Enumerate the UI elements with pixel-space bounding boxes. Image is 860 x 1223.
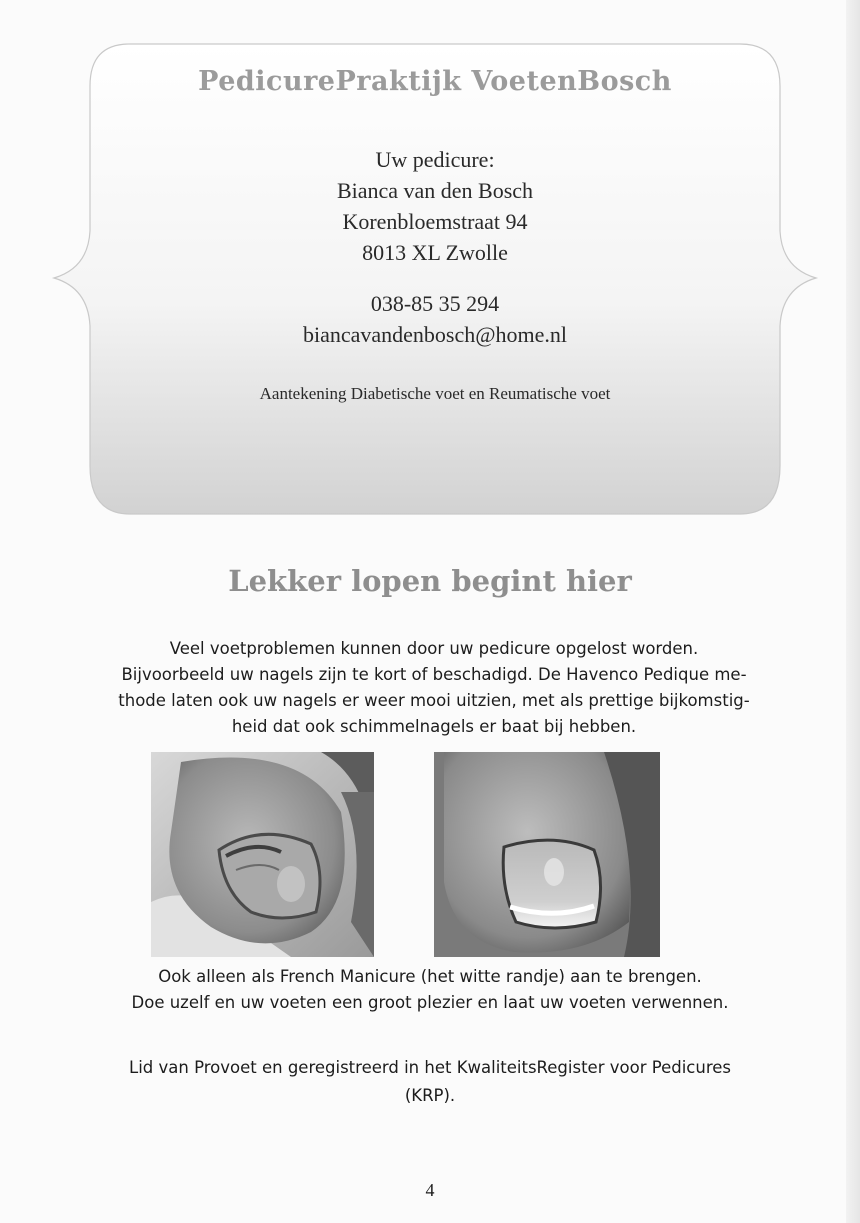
intro-line: thode laten ook uw nagels er weer mooi uitzien, met als prettige bijkomstig- xyxy=(118,691,750,710)
page-edge xyxy=(846,0,860,1223)
page-number: 4 xyxy=(425,1180,435,1200)
business-name: PedicurePraktijk VoetenBosch xyxy=(198,66,672,97)
intro-paragraph xyxy=(60,636,808,740)
closing-line: Doe uzelf en uw voeten een groot plezier en laat uw voeten verwennen. xyxy=(131,993,729,1012)
closing-paragraph xyxy=(40,964,820,1016)
address-line: Bianca van den Bosch xyxy=(336,178,534,203)
contact-block xyxy=(50,288,820,350)
membership-line: Lid van Provoet en geregistreerd in het KwaliteitsRegister voor Pedicures xyxy=(129,1058,731,1077)
address-block xyxy=(50,144,820,268)
headline: Lekker lopen begint hier xyxy=(228,564,632,598)
business-card xyxy=(50,36,820,526)
intro-line: Bijvoorbeeld uw nagels zijn te kort of beschadigd. De Havenco Pedique me- xyxy=(121,665,747,684)
phone-number: 038-85 35 294 xyxy=(370,291,500,316)
address-line: 8013 XL Zwolle xyxy=(362,240,508,265)
before-photo-damaged-nail xyxy=(151,752,374,957)
certification-note: Aantekening Diabetische voet en Reumatische voet xyxy=(259,384,611,403)
email-address: biancavandenbosch@home.nl xyxy=(302,322,567,347)
after-photo-restored-nail xyxy=(434,752,660,957)
intro-line: Veel voetproblemen kunnen door uw pedicure opgelost worden. xyxy=(169,639,699,658)
membership-line: (KRP). xyxy=(404,1086,456,1105)
closing-line: Ook alleen als French Manicure (het witte randje) aan te brengen. xyxy=(158,967,702,986)
address-line: Uw pedicure: xyxy=(375,147,495,172)
address-line: Korenbloemstraat 94 xyxy=(342,209,528,234)
intro-line: heid dat ook schimmelnagels er baat bij hebben. xyxy=(231,717,637,736)
membership-note xyxy=(40,1054,820,1110)
